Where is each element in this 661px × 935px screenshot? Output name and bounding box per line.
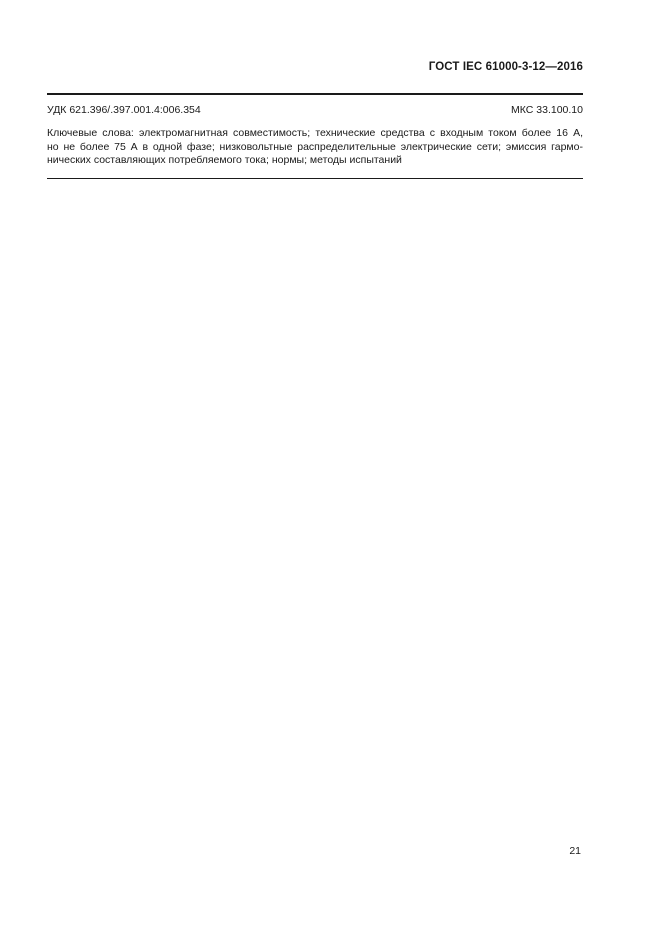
- keywords-line: Ключевые слова: электромагнитная совместимость; технические средства с входным током более 16 А,: [47, 127, 583, 139]
- page-number: 21: [569, 845, 581, 857]
- keywords-line: нических составляющих потребляемого тока; нормы; методы испытаний: [47, 154, 402, 166]
- udc-code: УДК 621.396/.397.001.4:006.354: [47, 104, 201, 116]
- keywords-rule: [47, 178, 583, 179]
- mks-code: МКС 33.100.10: [511, 104, 583, 116]
- standard-designation: ГОСТ IEC 61000-3-12—2016: [428, 61, 583, 73]
- header-rule: [47, 93, 583, 95]
- keywords-line: но не более 75 А в одной фазе; низковольтные распределительные электрические сети; эмиссия гармо-: [47, 140, 583, 153]
- keywords-block: [47, 127, 583, 168]
- classification-row: [47, 104, 583, 116]
